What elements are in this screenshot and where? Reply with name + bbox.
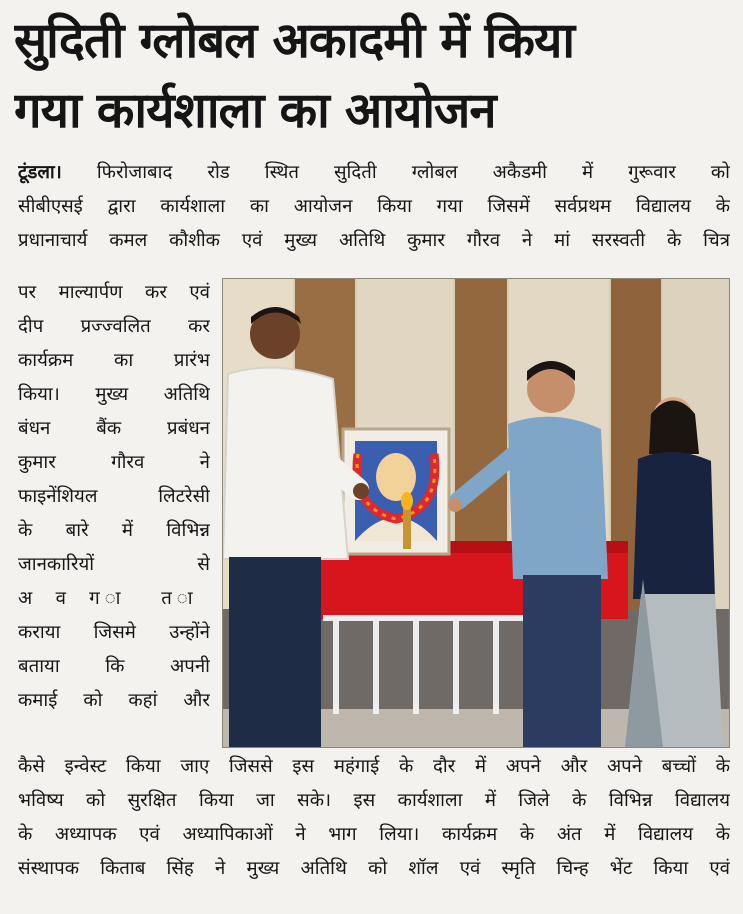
headline-line-2: गया कार्यशाला का आयोजन (14, 82, 496, 139)
body-line-6: कार्यक्रम का प्रारंभ (18, 350, 210, 371)
body-line-1-text: फिरोजाबाद रोड स्थित सुदिती ग्लोबल अकैडमी में गुरूवार को (96, 162, 730, 183)
dateline: टूंडला। (18, 162, 62, 183)
body-line-16: कमाई को कहां और (18, 690, 210, 711)
body-line-9: कुमार गौरव ने (18, 452, 210, 473)
headline (14, 6, 734, 146)
body-line-2: सीबीएसई द्वारा कार्यशाला का आयोजन किया गया जिसमें सर्वप्रथम विद्यालय के (18, 196, 730, 217)
body-line-15: बताया कि अपनी (18, 656, 210, 677)
body-line-8: बंधन बैंक प्रबंधन (18, 418, 210, 439)
news-photo (222, 278, 730, 748)
body-line-13: अ व ग ा त ा (18, 588, 210, 609)
body-line-20: संस्थापक किताब सिंह ने मुख्य अतिथि को शॉल एवं स्मृति चिन्ह भेंट किया एवं (18, 858, 730, 879)
body-line-4: पर माल्यार्पण कर एवं (18, 282, 210, 303)
body-line-11: के बारे में विभिन्न (18, 520, 210, 541)
news-photo-illustration (223, 279, 729, 747)
body-line-7: किया। मुख्य अतिथि (18, 384, 210, 405)
body-line-14: कराया जिसमे उन्होंने (18, 622, 210, 643)
body-line-3: प्रधानाचार्य कमल कौशीक एवं मुख्य अतिथि कुमार गौरव ने मां सरस्वती के चित्र (18, 230, 730, 251)
body-line-12: जानकारियों से (18, 554, 210, 575)
body-line-1 (18, 156, 730, 190)
headline-line-1: सुदिती ग्लोबल अकादमी में किया (14, 12, 575, 69)
body-line-17: कैसे इन्वेस्ट किया जाए जिससे इस महंगाई के दौर में अपने और अपने बच्चों के (18, 756, 730, 777)
body-line-5: दीप प्रज्ज्वलित कर (18, 316, 210, 337)
body-line-18: भविष्य को सुरक्षित किया जा सके। इस कार्यशाला में जिले के विभिन्न विद्यालय (18, 790, 730, 811)
body-line-19: के अध्यापक एवं अध्यापिकाओं ने भाग लिया। कार्यक्रम के अंत में विद्यालय के (18, 824, 730, 845)
body-line-10: फाइनेंशियल लिटरेसी (18, 486, 210, 507)
